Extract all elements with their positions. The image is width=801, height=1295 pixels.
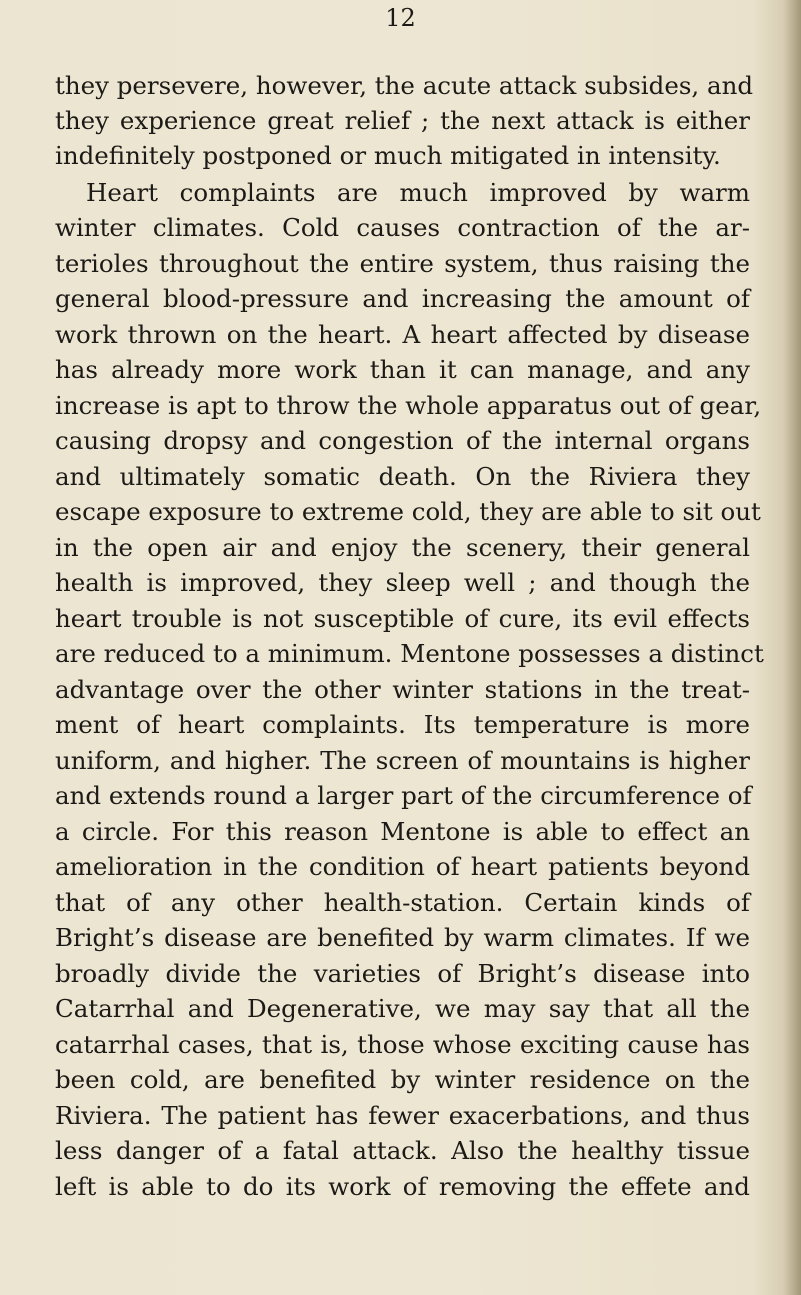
text-line: been cold, are benefited by winter residence on the xyxy=(55,1065,750,1094)
text-line: and extends round a larger part of the circumference of xyxy=(55,781,752,810)
text-line: general blood-pressure and increasing the amount of xyxy=(55,284,750,313)
text-line: and ultimately somatic death. On the Riviera they xyxy=(55,462,750,491)
text-line: ment of heart complaints. Its temperature is more xyxy=(55,710,750,739)
text-line: in the open air and enjoy the scenery, their general xyxy=(55,533,750,562)
text-line: less danger of a fatal attack. Also the healthy tissue xyxy=(55,1136,750,1165)
text-line: amelioration in the condition of heart patients beyond xyxy=(55,852,750,881)
text-line: left is able to do its work of removing the effete and xyxy=(55,1172,750,1201)
text-line: that of any other health-station. Certain kinds of xyxy=(55,888,750,917)
text-line: winter climates. Cold causes contraction of the ar- xyxy=(55,213,750,242)
text-line: Catarrhal and Degenerative, we may say that all the xyxy=(55,994,750,1023)
text-line: are reduced to a minimum. Mentone possesses a distinct xyxy=(55,639,764,668)
text-line: health is improved, they sleep well ; and though the xyxy=(55,568,750,597)
text-line: escape exposure to extreme cold, they are able to sit out xyxy=(55,497,761,526)
text-line: advantage over the other winter stations in the treat- xyxy=(55,675,750,704)
text-line: has already more work than it can manage, and any xyxy=(55,355,750,384)
text-line: causing dropsy and congestion of the internal organs xyxy=(55,426,750,455)
text-line: uniform, and higher. The screen of mountains is higher xyxy=(55,746,750,775)
text-line: Bright’s disease are benefited by warm climates. If we xyxy=(55,923,750,952)
text-line: they experience great relief ; the next attack is either xyxy=(55,106,750,135)
text-line: broadly divide the varieties of Bright’s disease into xyxy=(55,959,750,988)
text-line: work thrown on the heart. A heart affected by disease xyxy=(55,320,750,349)
page-number: 12 xyxy=(385,4,416,32)
text-line: catarrhal cases, that is, those whose exciting cause has xyxy=(55,1030,750,1059)
text-line: indefinitely postponed or much mitigated in intensity. xyxy=(55,141,721,170)
text-line: heart trouble is not susceptible of cure, its evil effects xyxy=(55,604,750,633)
text-line: they persevere, however, the acute attack subsides, and xyxy=(55,71,754,100)
text-line: terioles throughout the entire system, thus raising the xyxy=(55,249,750,278)
text-line: Riviera. The patient has fewer exacerbations, and thus xyxy=(55,1101,750,1130)
text-line: increase is apt to throw the whole apparatus out of gear, xyxy=(55,391,762,420)
text-line: Heart complaints are much improved by warm xyxy=(86,178,750,207)
text-line: a circle. For this reason Mentone is able to effect an xyxy=(55,817,750,846)
